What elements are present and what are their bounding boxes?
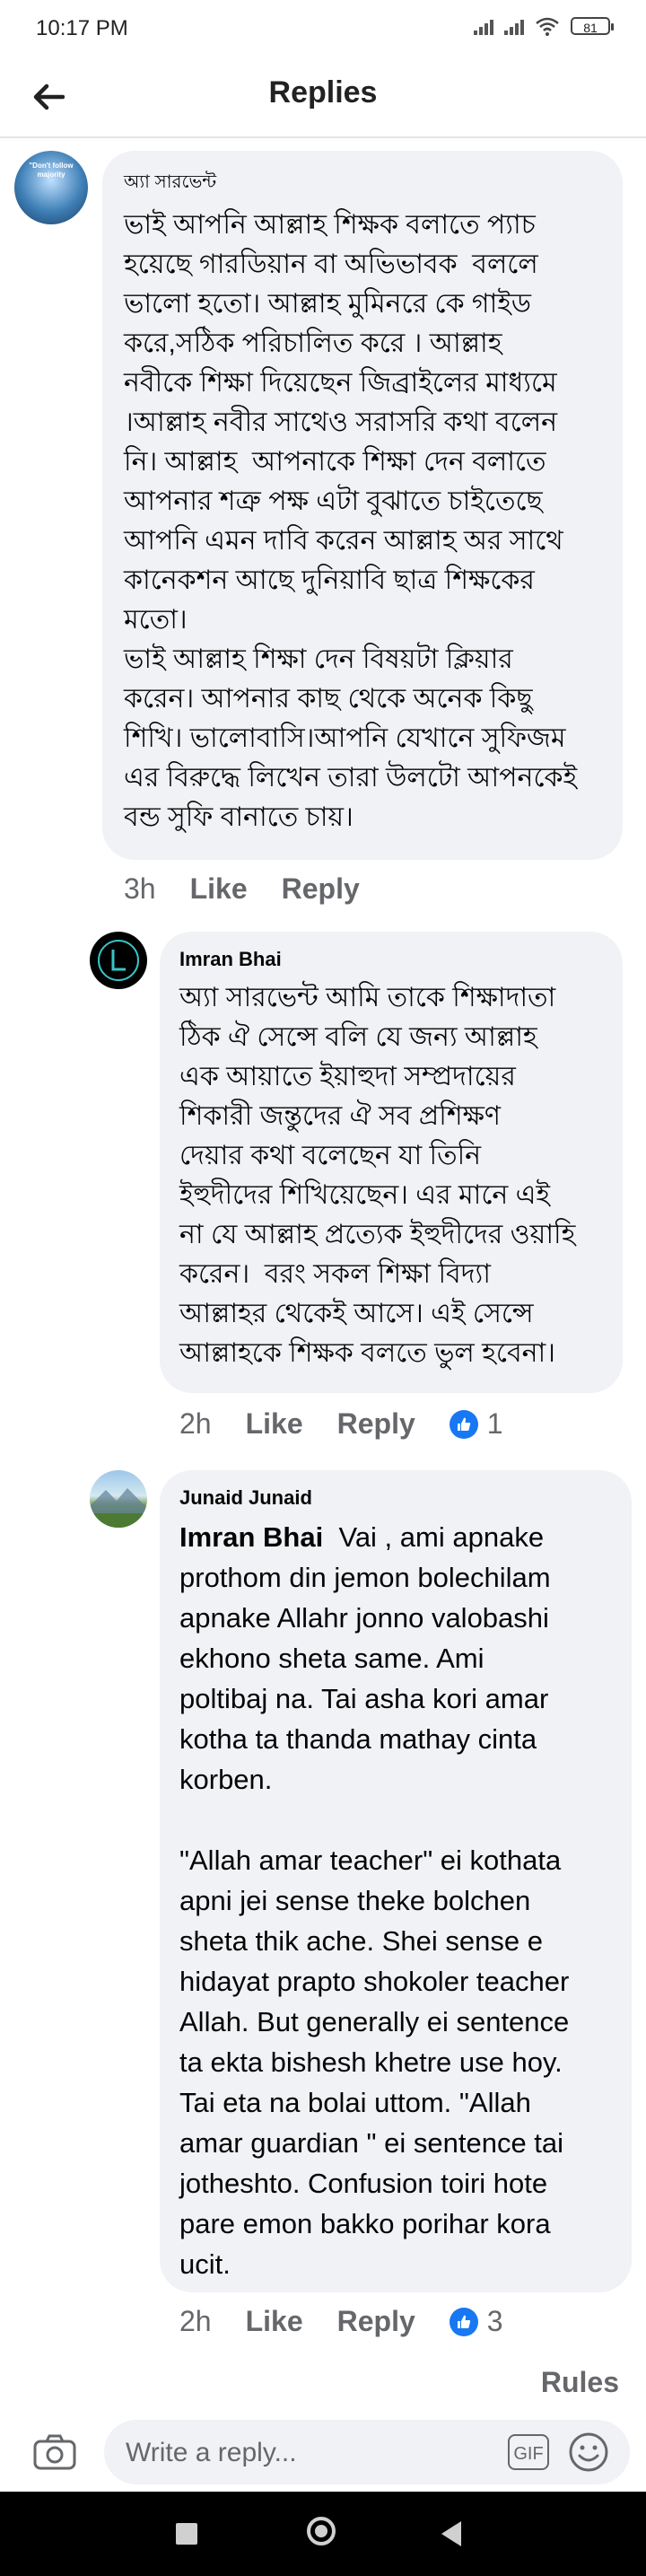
status-bar xyxy=(0,0,646,59)
signal-icon xyxy=(474,17,493,35)
reaction-count[interactable]: 3 xyxy=(486,2305,503,2337)
home-button[interactable] xyxy=(307,2517,336,2545)
reply-composer xyxy=(0,2414,646,2490)
comment-body: Vai , ami apnake prothom din jemon bolechilam apnake Allahr jonno valobashi ekhono sheta same. Ami poltibaj na. Tai asha kori amar kotha ta thanda mathay cinta korben. "Allah amar teacher" ei kothata apni jei sense theke bolchen sheta thik ache. Shei sense e hidayat prapto shokoler teacher Allah. But generally ei sentence ta ekta bishesh khetre use hoy. Tai eta na bolai uttom. "Allah amar guardian " ei sentence tai jotheshto. Confusion toiri hote pare emon bakko porihar kora ucit. xyxy=(179,1521,570,2280)
like-button[interactable]: Like xyxy=(189,872,248,905)
emoji-button[interactable] xyxy=(567,2431,610,2478)
reply-button[interactable]: Reply xyxy=(336,1407,415,1440)
status-icons xyxy=(474,16,610,36)
comment-bubble[interactable] xyxy=(160,1470,632,2292)
avatar[interactable] xyxy=(90,932,147,989)
reply-button[interactable]: Reply xyxy=(336,2305,415,2337)
camera-icon xyxy=(32,2432,77,2472)
comment-time: 2h xyxy=(179,2305,212,2337)
comment-author[interactable]: অ্যা সারভেন্ট xyxy=(124,172,217,192)
comment-time: 2h xyxy=(179,1407,212,1440)
header xyxy=(0,59,646,138)
reply-button[interactable]: Reply xyxy=(281,872,360,905)
comment-text xyxy=(179,1517,612,2284)
like-button[interactable]: Like xyxy=(245,2305,303,2337)
avatar-landscape-icon xyxy=(90,1470,147,1528)
avatar[interactable] xyxy=(90,1470,147,1528)
signal-2-icon xyxy=(504,17,524,35)
comment-author[interactable]: Junaid Junaid xyxy=(179,1486,312,1509)
reply-input[interactable] xyxy=(124,2429,486,2477)
comment-time: 3h xyxy=(124,872,156,905)
mention-link[interactable]: Imran Bhai xyxy=(179,1521,324,1553)
avatar[interactable] xyxy=(14,151,88,224)
wifi-icon xyxy=(535,16,560,36)
comment-text: ভাই আপনি আল্লাহ শিক্ষক বলাতে প্যাচ হয়েছে গারডিয়ান বা অভিভাবক বললে ভালো হতো। আল্লাহ মুমিনরে কে গাইড করে,সঠিক পরিচালিত করে । আল্লাহ নবীকে শিক্ষা দিয়েছেন জিব্রাইলের মাধ্যমে ।আল্লাহ নবীর সাথেও সরাসরি কথা বলেন নি। আল্লাহ আপনাকে শিক্ষা দেন বলাতে আপনার শত্রু পক্ষ এটা বুঝাতে চাইতেছে আপনি এমন দাবি করেন আল্লাহ অর সাথে কানেকশন আছে দুনিয়াবি ছাত্র শিক্ষকের মতো। ভাই আল্লাহ শিক্ষা দেন বিষয়টা ক্লিয়ার করেন। আপনার কাছ থেকে অনেক কিছু শিখি। ভালোবাসি।আপনি যেখানে সুফিজম এর বিরুদ্ধে লিখেন তারা উলটো আপনকেই বন্ড সুফি বানাতে চায়। xyxy=(124,210,578,832)
page-title: Replies xyxy=(268,75,378,110)
camera-button[interactable] xyxy=(32,2432,77,2476)
system-back-button[interactable] xyxy=(441,2521,461,2546)
comment-actions xyxy=(179,2305,503,2338)
avatar-caption: "Don't follow majority xyxy=(29,162,74,179)
comment-actions xyxy=(124,872,394,906)
status-time: 10:17 PM xyxy=(36,16,128,40)
comment-author[interactable]: Imran Bhai xyxy=(179,948,282,970)
like-reaction-icon[interactable] xyxy=(450,2308,478,2336)
comment-bubble[interactable] xyxy=(160,932,623,1393)
system-nav-bar xyxy=(0,2492,646,2576)
avatar-logo-icon xyxy=(90,932,147,989)
recents-button[interactable] xyxy=(176,2523,197,2545)
smiley-icon xyxy=(567,2431,610,2474)
gif-button[interactable]: GIF xyxy=(508,2434,549,2470)
comment-text: অ্যা সারভেন্ট আমি তাকে শিক্ষাদাতা ঠিক ঐ সেন্সে বলি যে জন্য আল্লাহ এক আয়াতে ইয়াহুদা সম্প্রদায়ের শিকারী জন্তুদের ঐ সব প্রশিক্ষণ দেয়ার কথা বলেছেন যা তিনি ইহুদীদের শিখিয়েছেন। এর মানে এই না যে আল্লাহ প্রত্যেক ইহুদীদের ওয়াহি করেন। বরং সকল শিক্ষা বিদ্যা আল্লাহর থেকেই আসে। এই সেন্সে আল্লাহকে শিক্ষক বলতে ভুল হবেনা। xyxy=(179,983,576,1368)
comment-bubble[interactable] xyxy=(102,151,623,860)
like-reaction-icon[interactable] xyxy=(450,1410,478,1439)
reaction-count[interactable]: 1 xyxy=(486,1407,503,1440)
reply-box[interactable] xyxy=(104,2420,630,2484)
like-button[interactable]: Like xyxy=(245,1407,303,1440)
comment-actions xyxy=(179,1407,503,1441)
battery-icon: 81 xyxy=(571,17,610,35)
rules-link[interactable]: Rules xyxy=(540,2366,619,2398)
